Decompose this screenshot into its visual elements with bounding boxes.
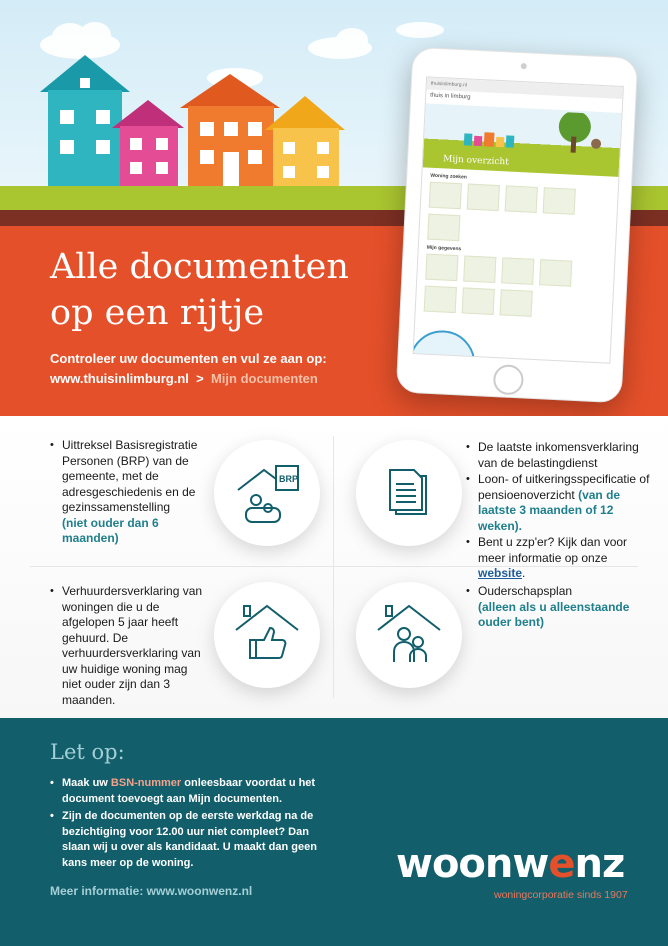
- more-info-link[interactable]: Meer informatie: www.woonwenz.nl: [50, 884, 253, 898]
- income-item3-end: .: [522, 566, 526, 580]
- notice-list: [50, 776, 340, 873]
- tablet-mockup: [396, 47, 639, 404]
- income-requirement: [466, 440, 656, 583]
- tile[interactable]: [539, 259, 572, 287]
- tablet-screen: [413, 76, 624, 363]
- site-brand: thuis in limburg: [430, 92, 471, 101]
- gegevens-tiles: [416, 253, 615, 321]
- section-mijn-gegevens: Mijn gegevens: [426, 244, 462, 253]
- hero-path-separator: >: [196, 371, 204, 386]
- tile[interactable]: [501, 257, 534, 285]
- list-item: [50, 584, 210, 708]
- income-item1: De laatste inkomensverklaring van de belastingdienst: [478, 440, 639, 470]
- tile[interactable]: [462, 287, 495, 315]
- bsn-highlight: BSN-nummer: [110, 777, 182, 789]
- tile[interactable]: [425, 254, 458, 282]
- logo-part: woonw: [396, 841, 549, 887]
- note1-a: Maak uw: [62, 777, 108, 789]
- parenting-requirement: [466, 584, 646, 632]
- hero-instruction: Controleer uw documenten en vul ze aan op:: [50, 351, 327, 366]
- landlord-text: Verhuurdersverklaring van woningen die u de afgelopen 5 jaar heeft gehuurd. De verhuurdersverklaring van uw huidige woning mag niet ouder zijn dan 3 maanden.: [62, 584, 203, 707]
- list-item: [50, 776, 340, 807]
- tablet-camera: [521, 63, 527, 69]
- brp-icon-label: BRP: [279, 474, 299, 484]
- browser-url: thuisinlimburg.nl: [430, 80, 468, 89]
- section-woning-zoeken: Woning zoeken: [430, 172, 467, 181]
- woning-tiles: [419, 181, 618, 249]
- income-item2: Loon- of uitkeringsspecificatie of pensioenoverzicht: [478, 472, 650, 502]
- house-thumbs-up-icon: [232, 600, 302, 670]
- brp-requirement: [50, 438, 206, 548]
- divider: [333, 436, 334, 698]
- logo-part-accent: e: [548, 841, 575, 887]
- tile[interactable]: [427, 214, 460, 242]
- list-item: [50, 809, 340, 871]
- tile-mijn-documenten[interactable]: [424, 286, 457, 314]
- landlord-icon-circle: [214, 582, 320, 688]
- tile[interactable]: [500, 289, 533, 317]
- income-icon-circle: [356, 440, 462, 546]
- note1-b: onleesbaar voordat u het document toevoegt aan Mijn documenten.: [62, 777, 316, 805]
- list-item: [466, 472, 656, 534]
- houses-illustration: [30, 50, 370, 200]
- house-parent-child-icon: [374, 600, 444, 670]
- banner-title: Mijn overzicht: [442, 154, 510, 168]
- tile[interactable]: [429, 182, 462, 210]
- website-link[interactable]: website: [478, 566, 523, 580]
- note2: Zijn de documenten op de eerste werkdag na de bezichtiging voor 12.00 uur niet compleet? Dan slaan wij u over als kandidaat. U maakt dan geen kans meer op de woning.: [62, 810, 317, 869]
- parenting-icon-circle: [356, 582, 462, 688]
- parenting-text: Ouderschapsplan: [478, 584, 573, 598]
- tile[interactable]: [505, 185, 538, 213]
- list-item: [50, 438, 206, 547]
- brp-text: Uittreksel Basisregistratie Personen (BRP) van de gemeente, met de adresgeschiedenis en de gezinssamenstelling: [62, 438, 198, 514]
- logo-part: nz: [574, 841, 625, 887]
- documents-icon: [374, 458, 444, 528]
- hero-site-path: [50, 369, 327, 389]
- list-item: [466, 440, 656, 471]
- landlord-requirement: [50, 584, 210, 709]
- hero-title: [50, 244, 349, 336]
- tile[interactable]: [467, 184, 500, 212]
- brp-icon-circle: [214, 440, 320, 546]
- magnifier-highlight: [413, 329, 477, 364]
- logo-tagline: woningcorporatie sinds 1907: [494, 889, 628, 901]
- list-item: [466, 535, 656, 582]
- hero-subtitle: [50, 349, 327, 389]
- income-item2-note: (van de laatste 3 maanden of 12 weken).: [478, 487, 621, 533]
- footer-notice: [0, 718, 668, 946]
- brp-family-icon: [232, 458, 302, 528]
- notice-title: Let op:: [50, 740, 125, 764]
- list-item: [466, 584, 646, 631]
- tablet-home-button: [493, 364, 524, 395]
- hero-title-line2: op een rijtje: [50, 293, 265, 333]
- tile[interactable]: [463, 255, 496, 283]
- tile[interactable]: [543, 187, 576, 215]
- brp-note: (niet ouder dan 6 maanden): [62, 515, 159, 545]
- woonwenz-logo: [396, 842, 624, 886]
- parenting-note: (alleen als u alleenstaande ouder bent): [478, 599, 630, 629]
- site-banner: [423, 103, 622, 176]
- hero-section-name: Mijn documenten: [210, 371, 318, 386]
- income-item3: Bent u zzp'er? Kijk dan voor meer informatie op onze: [478, 535, 628, 565]
- requirements-section: [0, 416, 668, 718]
- hero-site-link[interactable]: www.thuisinlimburg.nl: [50, 371, 189, 386]
- hero: [0, 0, 668, 416]
- hero-title-line1: Alle documenten: [50, 247, 349, 287]
